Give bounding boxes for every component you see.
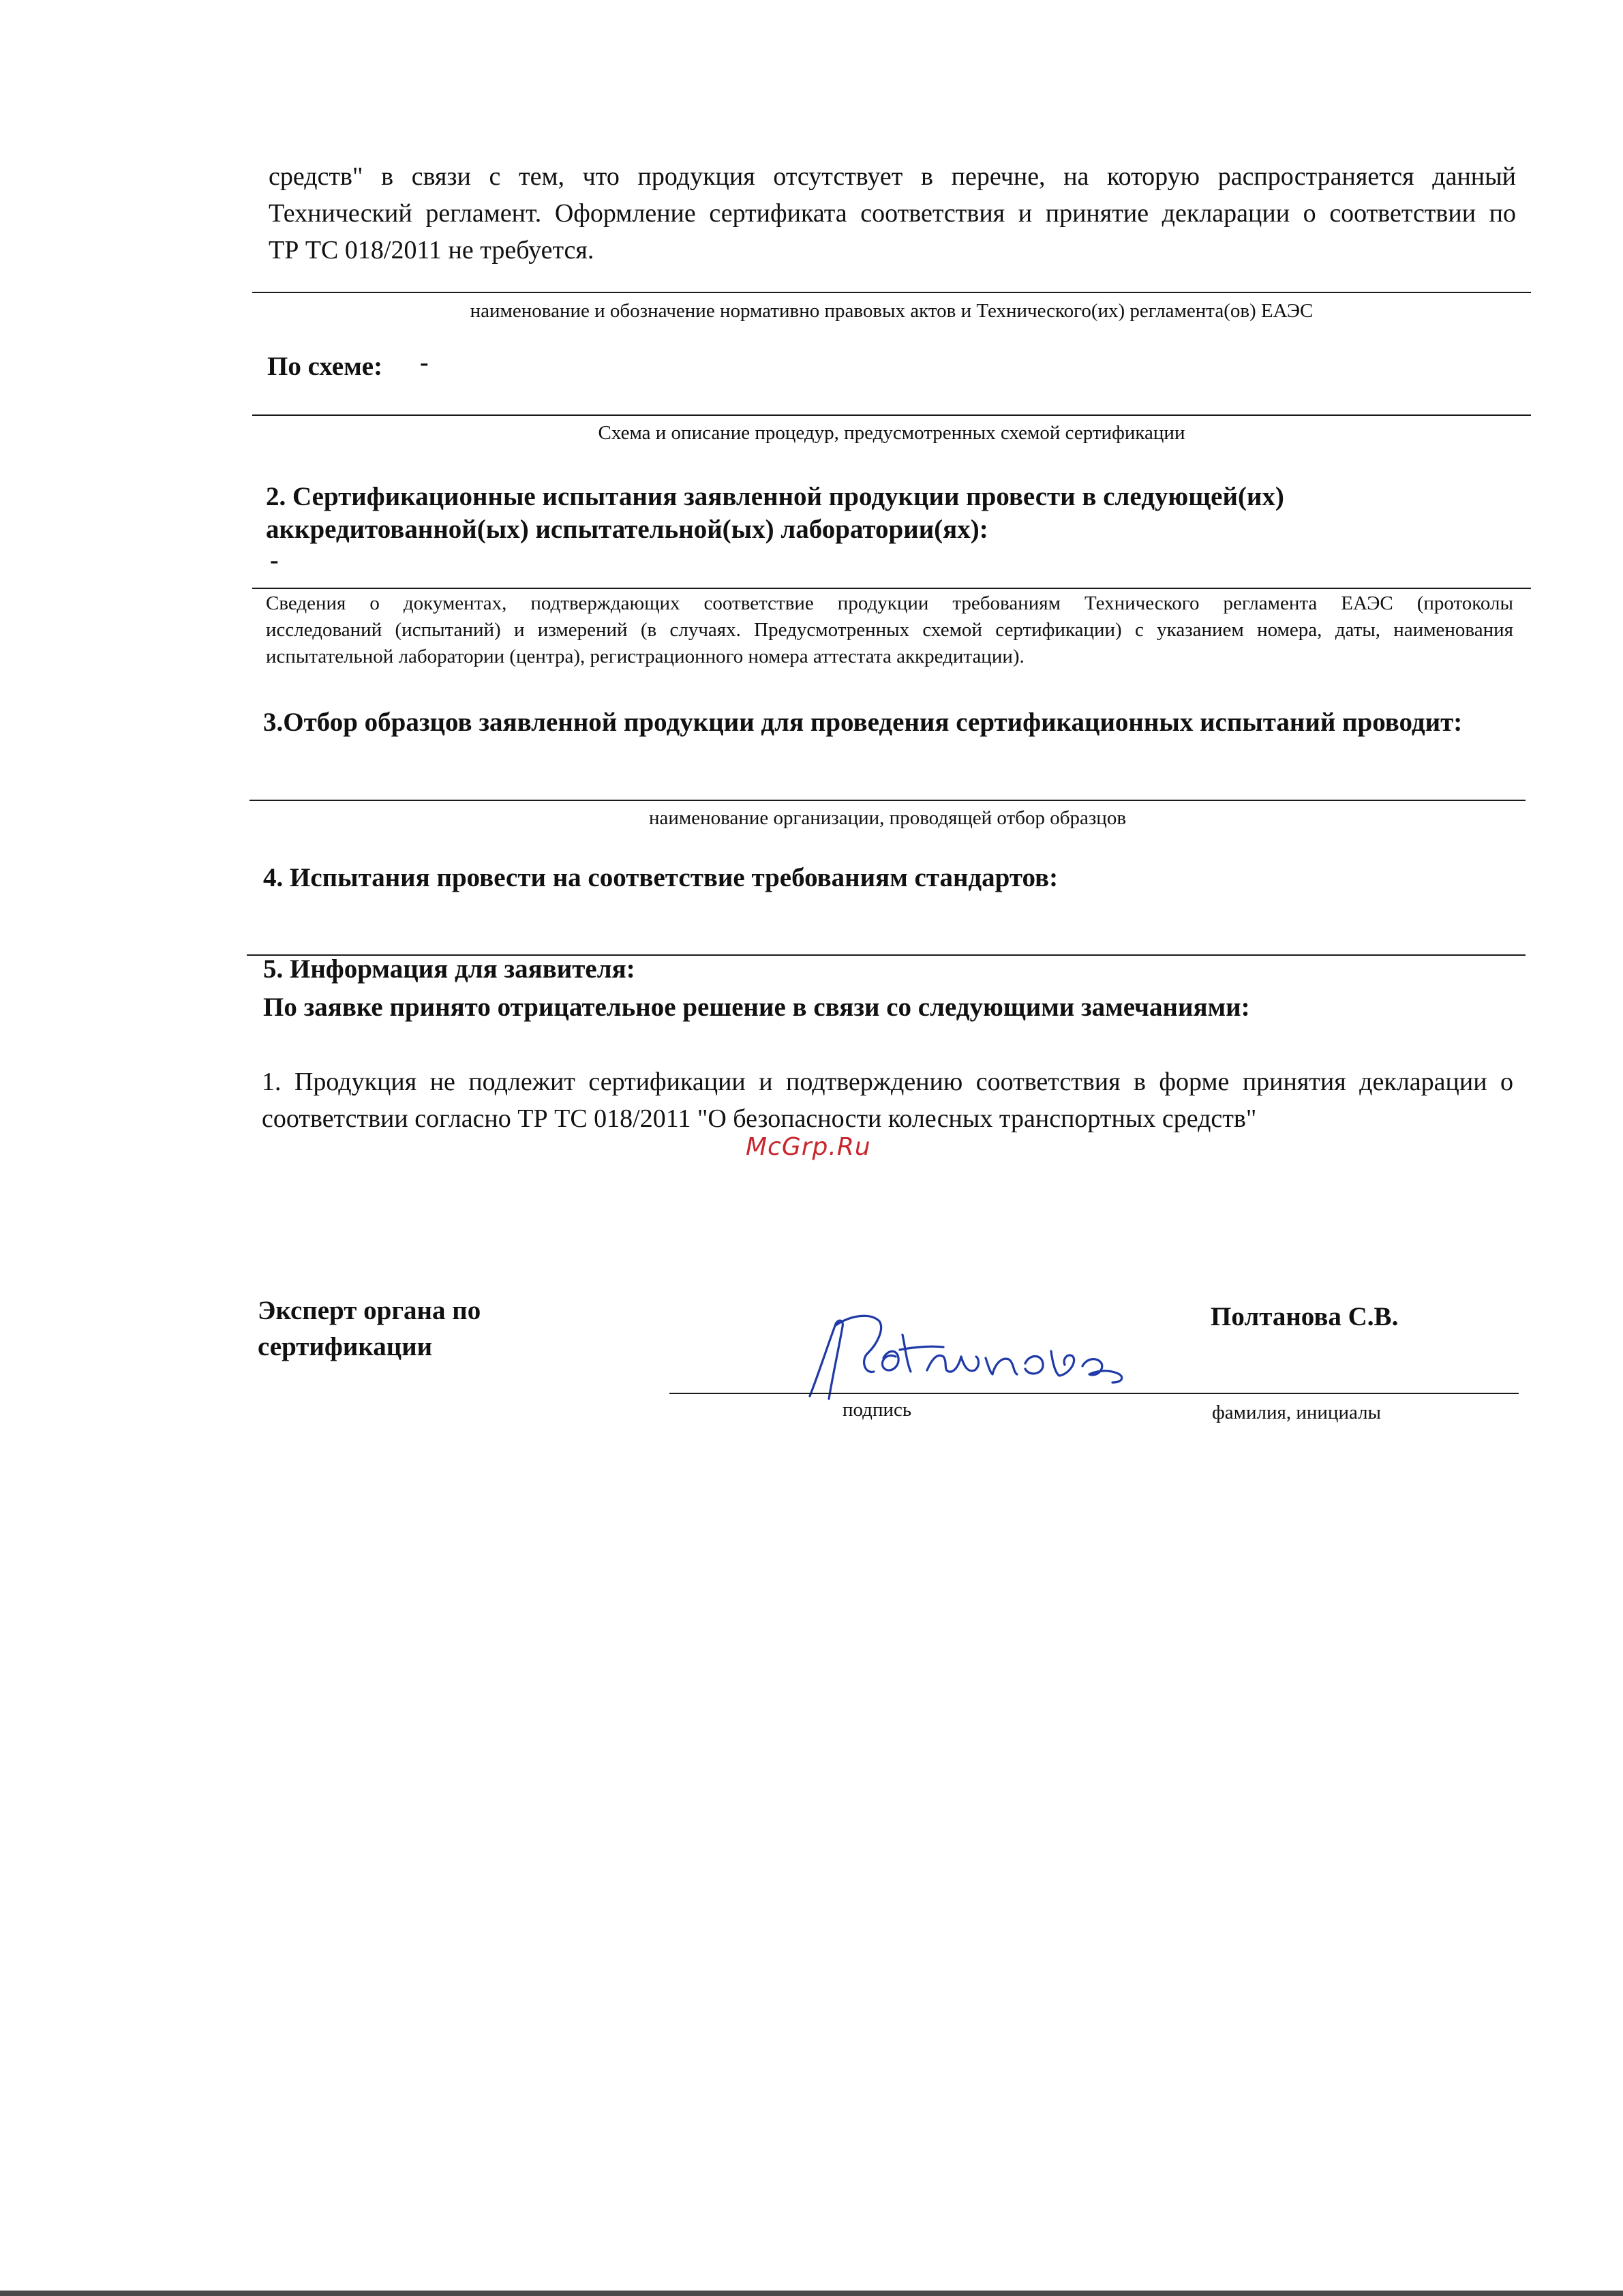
section-2-line-1: 2. Сертификационные испытания заявленной продукции провести в следующей(их): [266, 482, 1284, 511]
watermark: McGrp.Ru: [746, 1133, 871, 1161]
section-4-heading: 4. Испытания провести на соответствие требованиям стандартов:: [263, 863, 1059, 892]
acts-caption: наименование и обозначение нормативно правовых актов и Технического(их) регламента(ов) ЕАЭС: [470, 300, 1314, 322]
signature-label: подпись: [843, 1399, 912, 1421]
section-2-line-2: аккредитованной(ых) испытательной(ых) лаборатории(ях):: [266, 515, 988, 544]
expert-role: [258, 1293, 481, 1365]
signature-underline: [669, 1393, 1519, 1394]
labs-note: [266, 590, 1513, 670]
expert-role-line-2: сертификации: [258, 1332, 433, 1361]
section-5-heading: 5. Информация для заявителя:: [263, 954, 635, 984]
section-5-block: [263, 953, 1531, 1029]
sampling-underline: [249, 800, 1526, 801]
scheme-value: -: [420, 348, 429, 377]
intro-paragraph: [269, 158, 1516, 269]
section-3-heading: 3.Отбор образцов заявленной продукции для проведения сертификационных испытаний проводит:: [263, 708, 1463, 737]
section-2-heading: [266, 481, 1520, 546]
expert-name: Полтанова С.В.: [1211, 1302, 1399, 1331]
intro-line-2: Технический регламент. Оформление сертификата соответствия и принятие декларации о соответствии по: [269, 199, 1516, 228]
handwritten-signature: [798, 1309, 1152, 1411]
remark-line-1: 1. Продукция не подлежит сертификации и подтверждению соответствия в форме принятия декларации о: [262, 1068, 1513, 1096]
remark-line-2: соответствии согласно ТР ТС 018/2011 "О безопасности колесных транспортных средств": [262, 1104, 1257, 1133]
scan-edge: [0, 2291, 1623, 2296]
intro-line-1: средств" в связи с тем, что продукция отсутствует в перечне, на которую распространяется данный: [269, 162, 1516, 191]
acts-underline: [252, 292, 1531, 293]
intro-line-3: ТР ТС 018/2011 не требуется.: [269, 236, 594, 265]
scheme-caption: Схема и описание процедур, предусмотренных схемой сертификации: [598, 422, 1185, 444]
expert-role-line-1: Эксперт органа по: [258, 1296, 481, 1325]
section-5-remark: [262, 1063, 1513, 1137]
scheme-label: По схеме:: [267, 352, 383, 381]
name-label: фамилия, инициалы: [1212, 1402, 1382, 1423]
section-5-subheading: По заявке принято отрицательное решение в связи со следующими замечаниями:: [263, 993, 1250, 1022]
scheme-underline: [252, 414, 1531, 416]
labs-note-line-2: исследований (испытаний) и измерений (в случаях. Предусмотренных схемой сертификации) с указанием номера, даты, наименования: [266, 619, 1513, 641]
section-2-value: -: [270, 546, 279, 575]
sampling-caption: наименование организации, проводящей отбор образцов: [648, 807, 1127, 829]
labs-note-line-1: Сведения о документах, подтверждающих соответствие продукции требованиям Технического регламента ЕАЭС (протоколы: [266, 592, 1513, 614]
labs-underline: [252, 588, 1531, 589]
labs-note-line-3: испытательной лаборатории (центра), регистрационного номера аттестата аккредитации).: [266, 646, 1025, 667]
